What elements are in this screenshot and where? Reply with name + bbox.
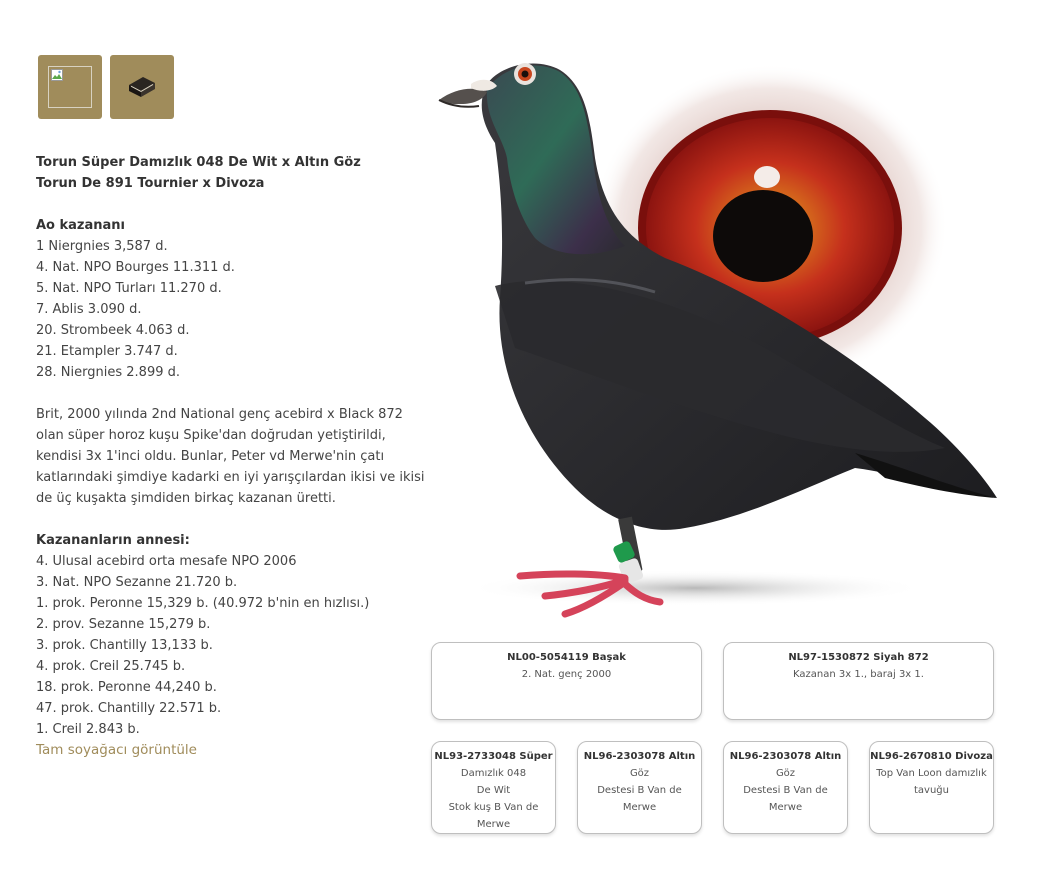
grandparent-card-2[interactable] (577, 741, 702, 834)
pigeon-info (36, 152, 425, 761)
grandparent-info: Stok kuş B Van de (448, 802, 539, 813)
parent-card-father[interactable] (431, 642, 702, 720)
full-pedigree-link[interactable]: Tam soyağacı görüntüle (36, 742, 197, 758)
description-paragraph (36, 404, 425, 509)
parent-title: NL97-1530872 Siyah 872 (788, 652, 929, 663)
grandparent-info: tavuğu (914, 785, 949, 796)
parent-info: Kazanan 3x 1., baraj 3x 1. (793, 669, 924, 680)
description-line: Brit, 2000 yılında 2nd National genç acebird x Black 872 (36, 407, 403, 422)
grandparent-card-4[interactable] (869, 741, 994, 834)
grandparent-title: NL96-2303078 Altın (729, 751, 842, 762)
list-item: 4. prok. Creil 25.745 b. (36, 659, 186, 674)
list-item: 3. Nat. NPO Sezanne 21.720 b. (36, 575, 238, 590)
mother-heading: Kazananların annesi: (36, 533, 190, 548)
grandparent-title: NL96-2303078 Altın (583, 751, 696, 762)
grandparent-info: Merwe (768, 802, 803, 813)
title-line-2: Torun De 891 Tournier x Divoza (36, 176, 265, 191)
list-item: 2. prov. Sezanne 15,279 b. (36, 617, 211, 632)
parent-title: NL00-5054119 Başak (507, 652, 626, 663)
broken-image-icon (48, 66, 92, 108)
list-item: 4. Ulusal acebird orta mesafe NPO 2006 (36, 554, 297, 569)
grandparent-info: Damızlık 048 (460, 768, 527, 779)
description-line: olan süper horoz kuşu Spike'dan doğrudan yetiştirildi, (36, 428, 386, 443)
list-item: 1 Niergnies 3,587 d. (36, 239, 168, 254)
list-item: 5. Nat. NPO Turları 11.270 d. (36, 281, 222, 296)
list-item: 1. prok. Peronne 15,329 b. (40.972 b'nin en hızlısı.) (36, 596, 370, 611)
pigeon-photo (425, 48, 1025, 628)
grandparent-card-3[interactable] (723, 741, 848, 834)
title-line-1: Torun Süper Damızlık 048 De Wit x Altın Göz (36, 155, 361, 170)
grandparent-title: NL96-2670810 Divoza (870, 751, 993, 762)
grandparent-info: Destesi B Van de (597, 785, 682, 796)
grandparent-info: Göz (629, 768, 650, 779)
description-line: katlarındaki şimdiye kadarki en iyi yarışçılardan ikisi ve ikisi (36, 470, 425, 485)
parent-info: 2. Nat. genç 2000 (521, 669, 612, 680)
list-item: 1. Creil 2.843 b. (36, 722, 140, 737)
ao-heading: Ao kazananı (36, 218, 126, 233)
description-line: de üç kuşakta şimdiden birkaç kazanan üretti. (36, 491, 336, 506)
list-item: 4. Nat. NPO Bourges 11.311 d. (36, 260, 235, 275)
grandparent-info: De Wit (476, 785, 511, 796)
list-item: 3. prok. Chantilly 13,133 b. (36, 638, 213, 653)
thumbnail-photo[interactable] (38, 55, 102, 119)
list-item: 47. prok. Chantilly 22.571 b. (36, 701, 222, 716)
list-item: 21. Etampler 3.747 d. (36, 344, 178, 359)
list-item: 20. Strombeek 4.063 d. (36, 323, 190, 338)
list-item: 28. Niergnies 2.899 d. (36, 365, 180, 380)
grandparent-info: Destesi B Van de (743, 785, 828, 796)
mother-results-list (36, 551, 416, 740)
grandparent-info: Merwe (622, 802, 657, 813)
ao-results-list (36, 236, 416, 383)
grandparent-info: Top Van Loon damızlık (876, 768, 987, 779)
grandparent-card-1[interactable] (431, 741, 556, 834)
grandparent-info: Göz (775, 768, 796, 779)
thumbnail-strip (38, 55, 174, 119)
grandparent-info: Merwe (476, 819, 511, 830)
parent-card-mother[interactable] (723, 642, 994, 720)
description-line: kendisi 3x 1'inci oldu. Bunlar, Peter vd Merwe'nin çatı (36, 449, 385, 464)
list-item: 7. Ablis 3.090 d. (36, 302, 142, 317)
thumbnail-pedigree-book[interactable] (110, 55, 174, 119)
grandparent-title: NL93-2733048 Süper (434, 751, 553, 762)
book-icon (125, 73, 159, 101)
list-item: 18. prok. Peronne 44,240 b. (36, 680, 217, 695)
